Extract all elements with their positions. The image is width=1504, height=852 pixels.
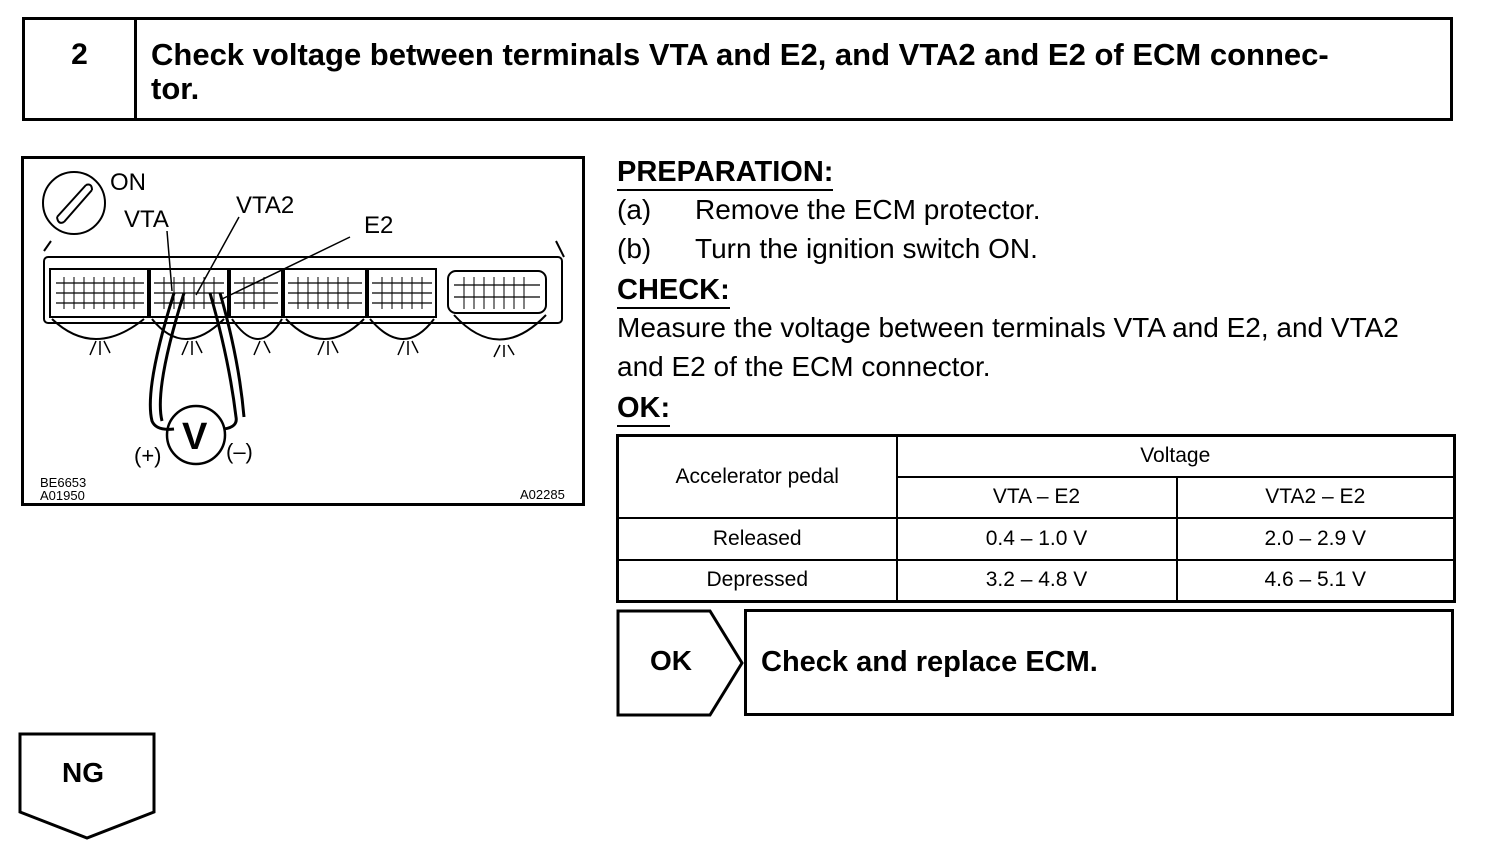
connector-illustration: [24, 159, 582, 503]
col-header-pedal: Accelerator pedal: [618, 436, 897, 518]
step-number: 2: [25, 20, 137, 118]
ecm-connector-diagram: [21, 156, 585, 506]
step-text: Turn the ignition switch ON.: [695, 233, 1038, 264]
table-row: [618, 518, 1455, 560]
figure-code-2: A01950: [40, 488, 85, 503]
step-marker: (a): [617, 194, 652, 225]
ok-voltage-table: [616, 434, 1456, 603]
step-marker: (b): [617, 233, 652, 264]
ok-heading: OK:: [617, 390, 670, 427]
voltmeter-symbol: V: [182, 416, 208, 458]
prep-step-b: [617, 231, 1038, 267]
step-title-text: Check voltage between terminals VTA and E2, and VTA2 and E2 of ECM connec- tor.: [151, 37, 1329, 106]
check-text-line2: and E2 of the ECM connector.: [617, 351, 991, 382]
cell-pedal: Depressed: [618, 560, 897, 602]
e2-label: E2: [364, 212, 394, 239]
cell-vta2: 2.0 – 2.9 V: [1177, 518, 1455, 560]
step-title: [151, 38, 1441, 106]
cell-vta: 3.2 – 4.8 V: [897, 560, 1177, 602]
figure-code-1: BE6653: [40, 475, 87, 490]
ignition-key-icon: [43, 172, 105, 234]
col-header-vta2: VTA2 – E2: [1177, 477, 1455, 518]
preparation-heading: PREPARATION:: [617, 154, 833, 191]
cell-vta: 0.4 – 1.0 V: [897, 518, 1177, 560]
step-header: [22, 17, 1453, 121]
col-header-voltage: Voltage: [897, 436, 1455, 477]
cell-pedal: Released: [618, 518, 897, 560]
cell-vta2: 4.6 – 5.1 V: [1177, 560, 1455, 602]
minus-lead-label: (–): [226, 439, 253, 464]
ignition-on-label: ON: [110, 169, 146, 196]
ok-result-box: [744, 609, 1454, 716]
figure-code-3: A02285: [520, 487, 565, 502]
step-text: Remove the ECM protector.: [695, 194, 1041, 225]
col-header-vta: VTA – E2: [897, 477, 1177, 518]
vta-label: VTA: [124, 206, 169, 233]
ok-label: OK: [650, 645, 692, 676]
prep-step-a: [617, 192, 1041, 228]
vta2-label: VTA2: [236, 192, 295, 219]
check-heading: CHECK:: [617, 272, 730, 309]
ng-label: NG: [62, 757, 104, 788]
table-row: [618, 560, 1455, 602]
ok-result-text: Check and replace ECM.: [761, 646, 1098, 678]
plus-lead-label: (+): [134, 443, 162, 468]
check-text-line1: Measure the voltage between terminals VTA and E2, and VTA2: [617, 312, 1399, 343]
